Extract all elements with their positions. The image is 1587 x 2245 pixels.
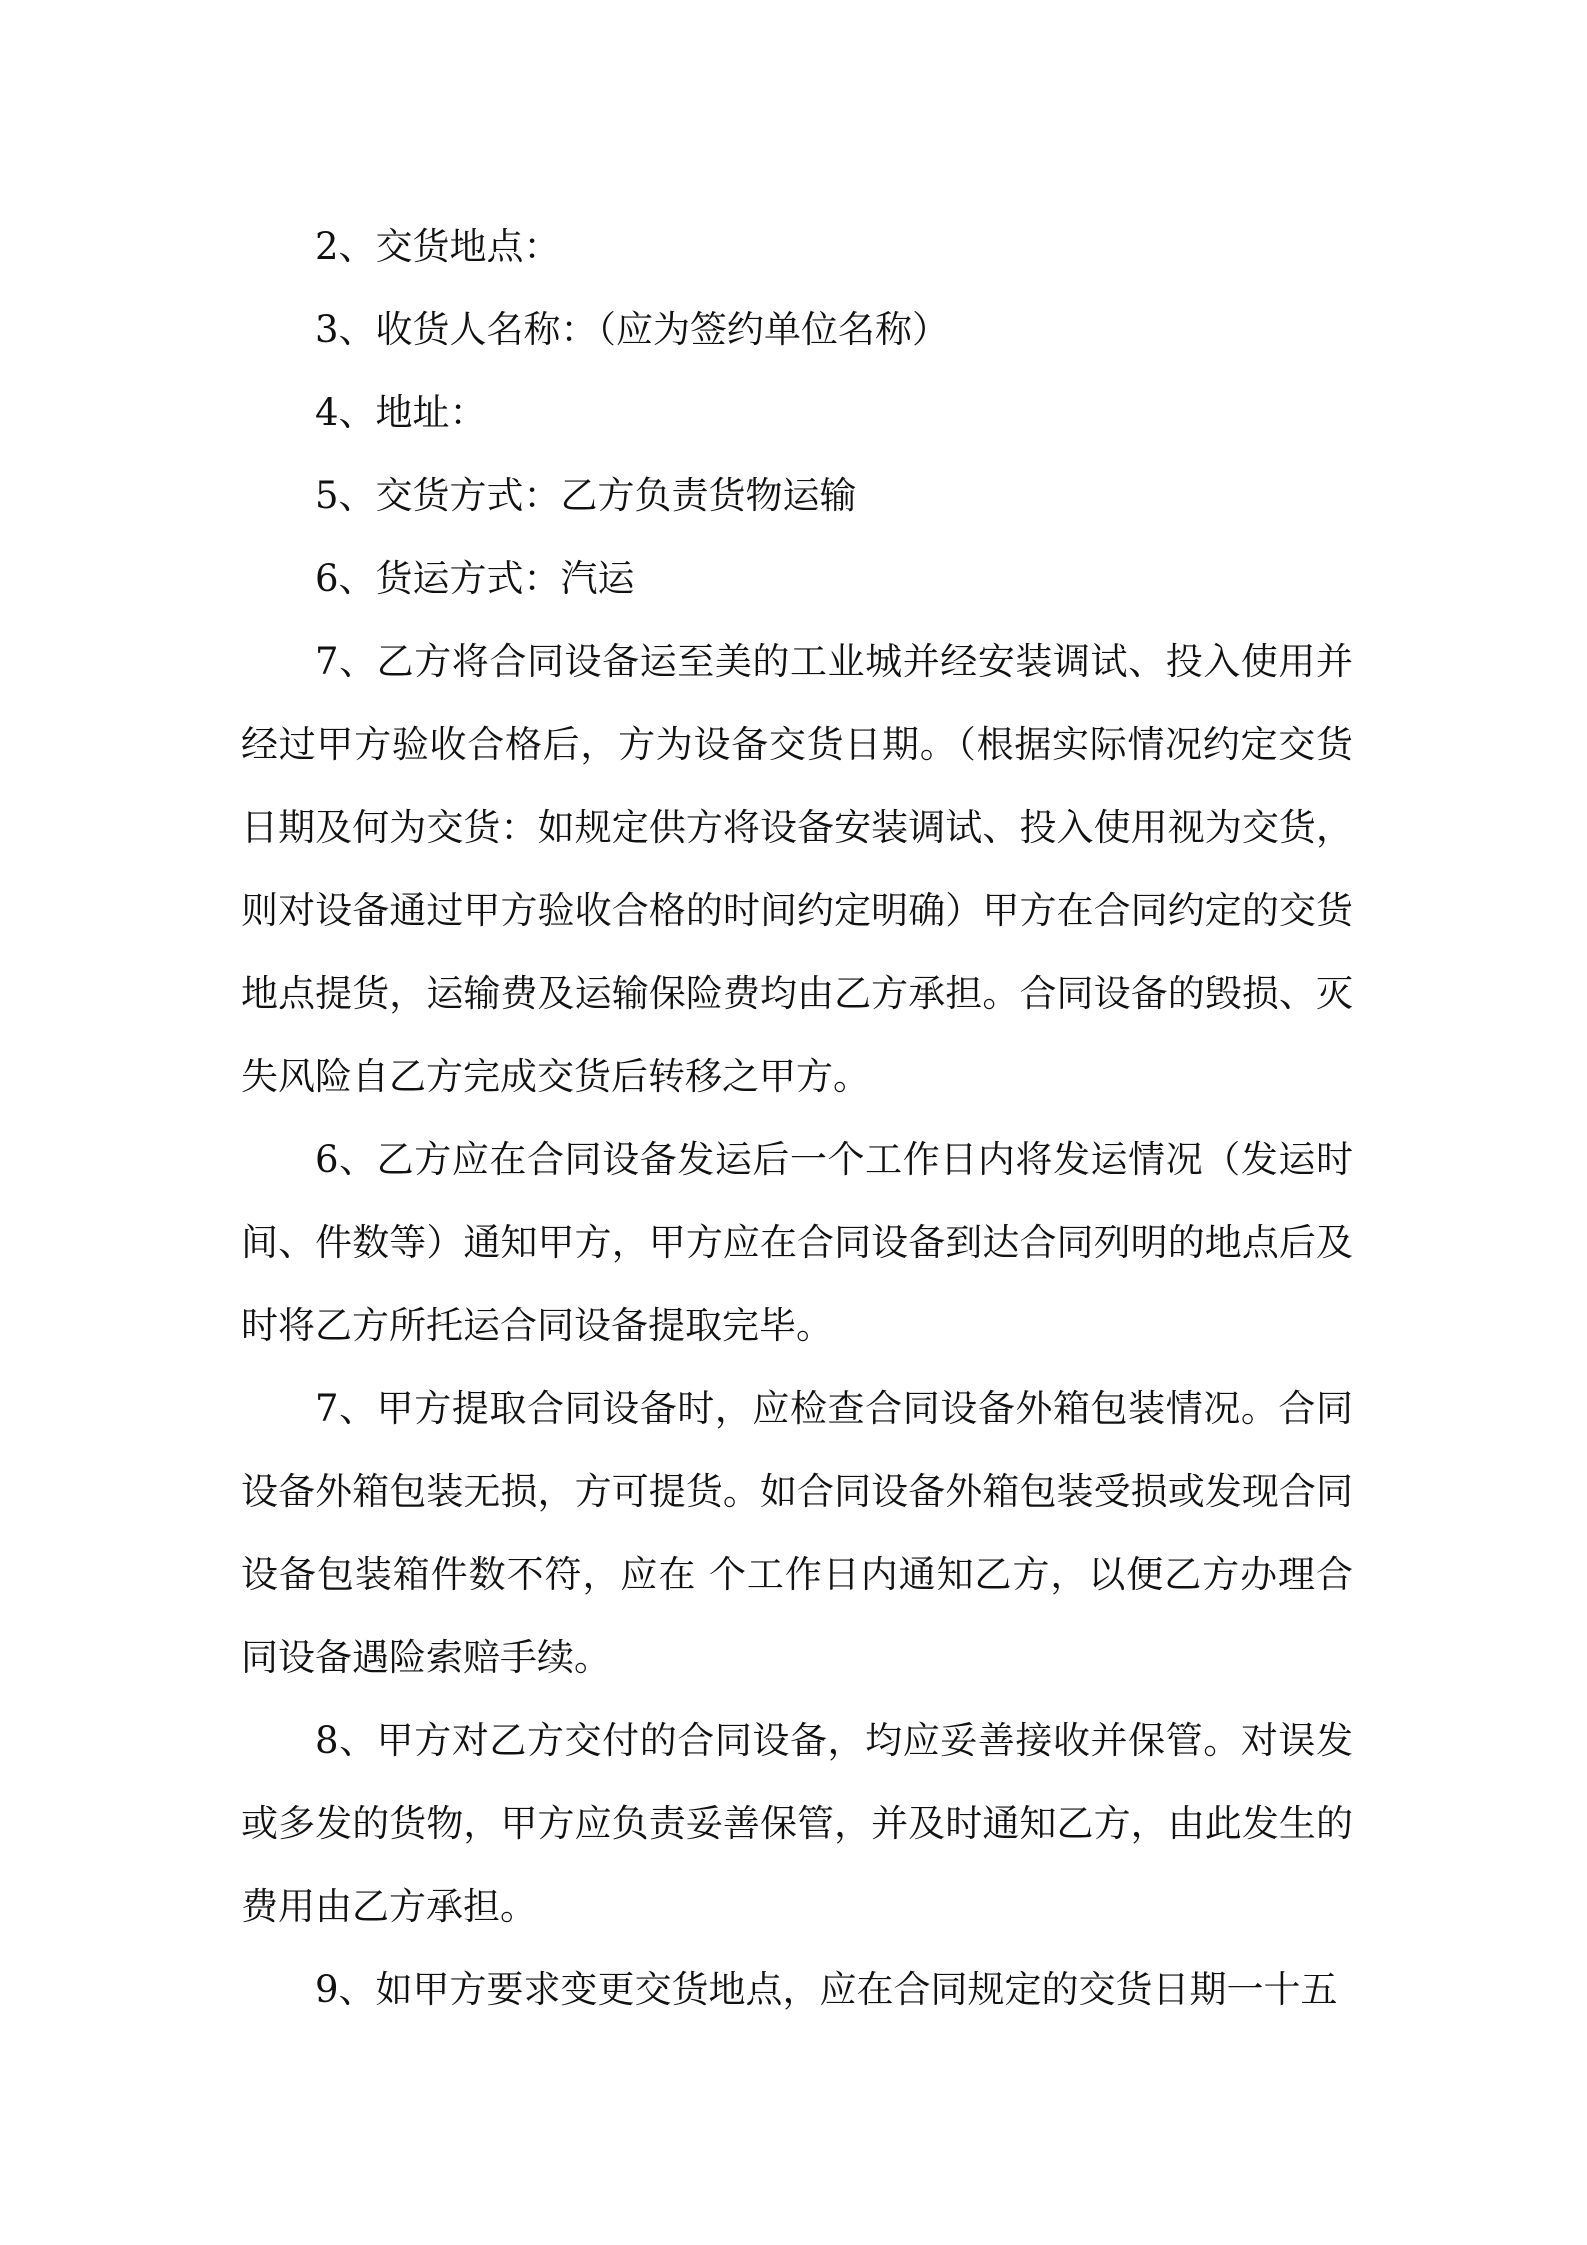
clause-shipping-notice: 6、乙方应在合同设备发运后一个工作日内将发运情况（发运时间、件数等）通知甲方，甲方应在合同设备到达合同列明的地点后及时将乙方所托运合同设备提取完毕。 — [241, 1138, 1353, 1347]
clause-custody: 8、甲方对乙方交付的合同设备，均应妥善接收并保管。对误发或多发的货物，甲方应负责妥善保管，并及时通知乙方，由此发生的费用由乙方承担。 — [241, 1719, 1353, 1928]
clause-consignee-name: 3、收货人名称：（应为签约单位名称） — [315, 308, 950, 351]
clause-delivery-location: 2、交货地点： — [315, 225, 561, 268]
clause-inspection: 7、甲方提取合同设备时，应检查合同设备外箱包装情况。合同设备外箱包装无损，方可提货。如合同设备外箱包装受损或发现合同设备包装箱件数不符，应在 个工作日内通知乙方，以便乙方办理合同设备遇险索赔手续。 — [241, 1387, 1353, 1679]
clause-delivery-date: 7、乙方将合同设备运至美的工业城并经安装调试、投入使用并经过甲方验收合格后，方为设备交货日期。（根据实际情况约定交货日期及何为交货：如规定供方将设备安装调试、投入使用视为交货，则对设备通过甲方验收合格的时间约定明确）甲方在合同约定的交货地点提货，运输费及运输保险费均由乙方承担。合同设备的毁损、灭失风险自乙方完成交货后转移之甲方。 — [241, 640, 1353, 1098]
contract-body — [241, 205, 1353, 2031]
clause-address: 4、地址： — [315, 391, 487, 434]
clause-shipping-method: 6、货运方式：汽运 — [315, 557, 635, 600]
clause-delivery-method: 5、交货方式：乙方负责货物运输 — [315, 474, 857, 517]
clause-location-change: 9、如甲方要求变更交货地点，应在合同规定的交货日期一十五 — [315, 1968, 1338, 2011]
